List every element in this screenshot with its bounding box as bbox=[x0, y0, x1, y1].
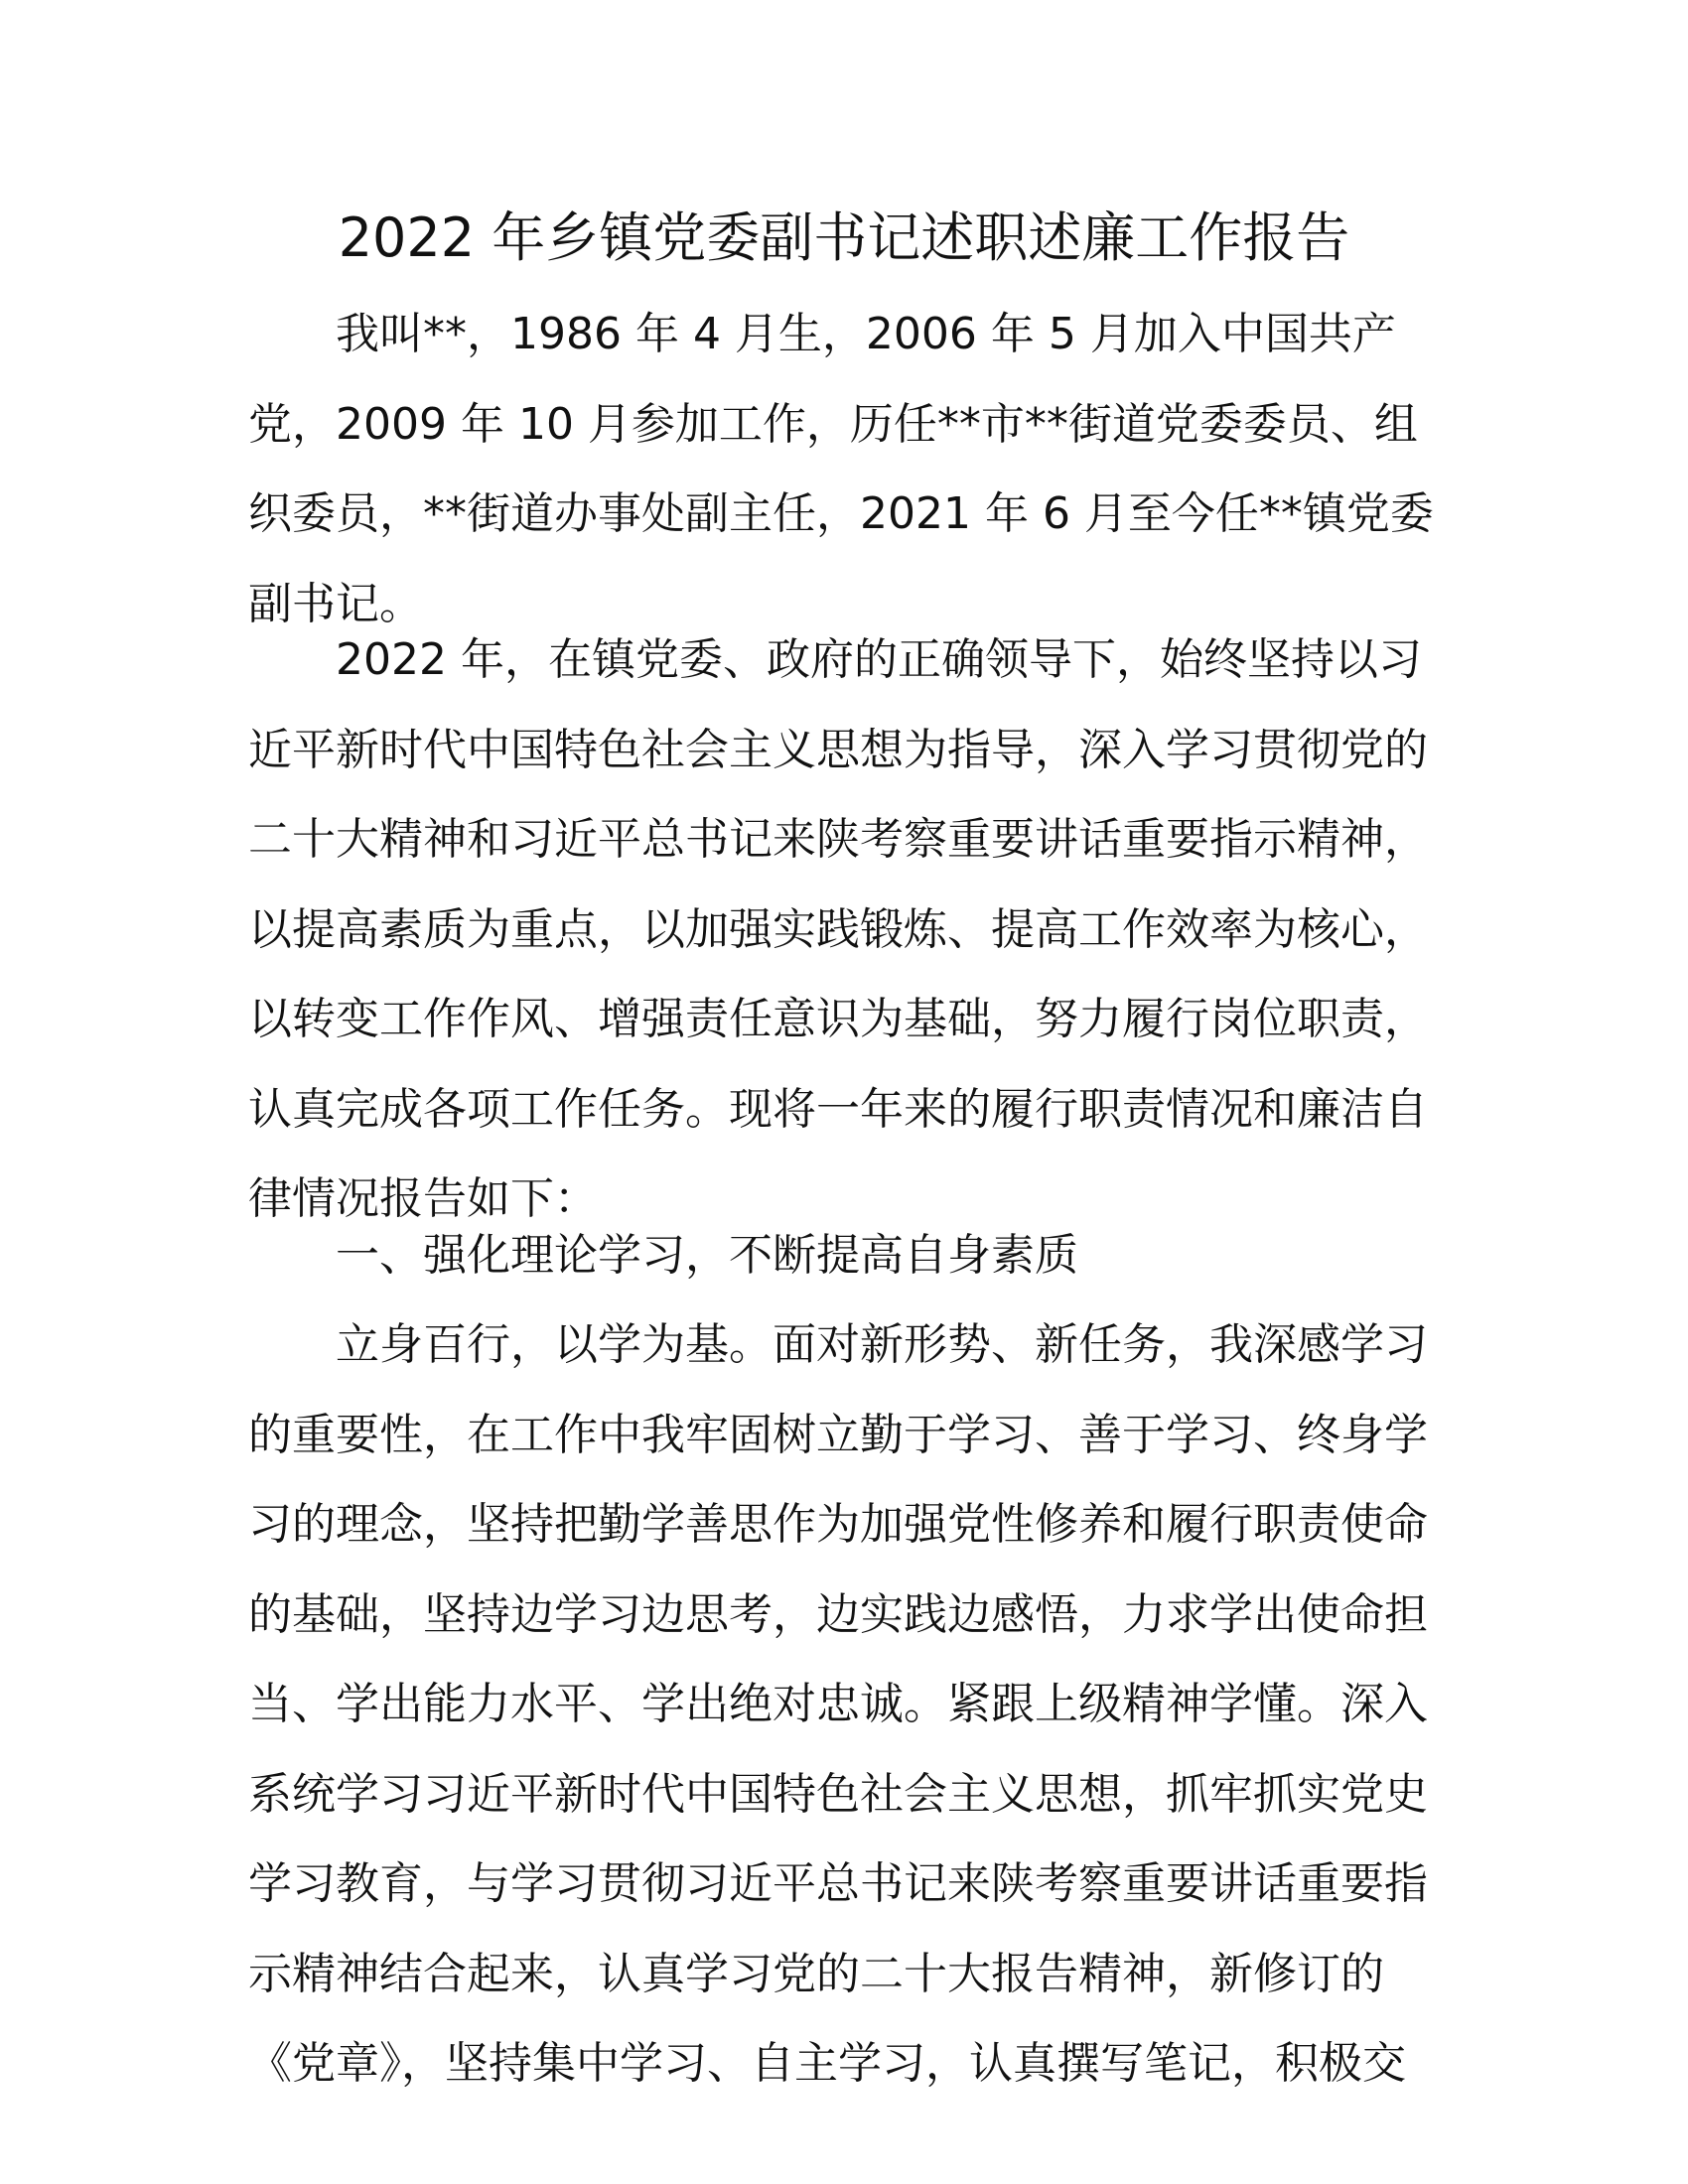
paragraph-intro bbox=[248, 290, 1440, 649]
text-line: 《党章》，坚持集中学习、自主学习，认真撰写笔记，积极交 bbox=[248, 2038, 1406, 2089]
text-line: 我叫**，1986 年 4 月生，2006 年 5 月加入中国共产 bbox=[336, 309, 1396, 359]
section-heading-1 bbox=[248, 1211, 1440, 1301]
text-line: 以转变工作作风、增强责任意识为基础，努力履行岗位职责， bbox=[248, 994, 1428, 1044]
paragraph-study bbox=[248, 1300, 1440, 2110]
section-heading: 一、强化理论学习，不断提高自身素质 bbox=[336, 1230, 1078, 1281]
text-line: 织委员，**街道办事处副主任，2021 年 6 月至今任**镇党委 bbox=[248, 488, 1434, 539]
document-title: 2022 年乡镇党委副书记述职述廉工作报告 bbox=[338, 206, 1350, 269]
text-line: 律情况报告如下： bbox=[248, 1173, 598, 1224]
text-line: 当、学出能力水平、学出绝对忠诚。紧跟上级精神学懂。深入 bbox=[248, 1679, 1428, 1729]
text-line: 副书记。 bbox=[248, 578, 423, 629]
text-line: 2022 年，在镇党委、政府的正确领导下，始终坚持以习 bbox=[336, 634, 1422, 685]
text-line: 示精神结合起来，认真学习党的二十大报告精神，新修订的 bbox=[248, 1948, 1384, 1999]
text-line: 党，2009 年 10 月参加工作，历任**市**街道党委委员、组 bbox=[248, 398, 1418, 450]
text-line: 近平新时代中国特色社会主义思想为指导，深入学习贯彻党的 bbox=[248, 724, 1428, 775]
text-line: 认真完成各项工作任务。现将一年来的履行职责情况和廉洁自 bbox=[248, 1083, 1428, 1135]
text-line: 学习教育，与学习贯彻习近平总书记来陕考察重要讲话重要指 bbox=[248, 1858, 1428, 1909]
text-line: 系统学习习近平新时代中国特色社会主义思想，抓牢抓实党史 bbox=[248, 1768, 1428, 1820]
text-line: 二十大精神和习近平总书记来陕考察重要讲话重要指示精神， bbox=[248, 814, 1428, 865]
paragraph-overview bbox=[248, 615, 1440, 1245]
text-line: 以提高素质为重点，以加强实践锻炼、提高工作效率为核心， bbox=[248, 903, 1428, 955]
text-line: 的基础，坚持边学习边思考，边实践边感悟，力求学出使命担 bbox=[248, 1588, 1428, 1640]
text-line: 立身百行，以学为基。面对新形势、新任务，我深感学习 bbox=[336, 1319, 1428, 1370]
text-line: 习的理念，坚持把勤学善思作为加强党性修养和履行职责使命 bbox=[248, 1499, 1428, 1550]
text-line: 的重要性，在工作中我牢固树立勤于学习、善于学习、终身学 bbox=[248, 1409, 1428, 1460]
